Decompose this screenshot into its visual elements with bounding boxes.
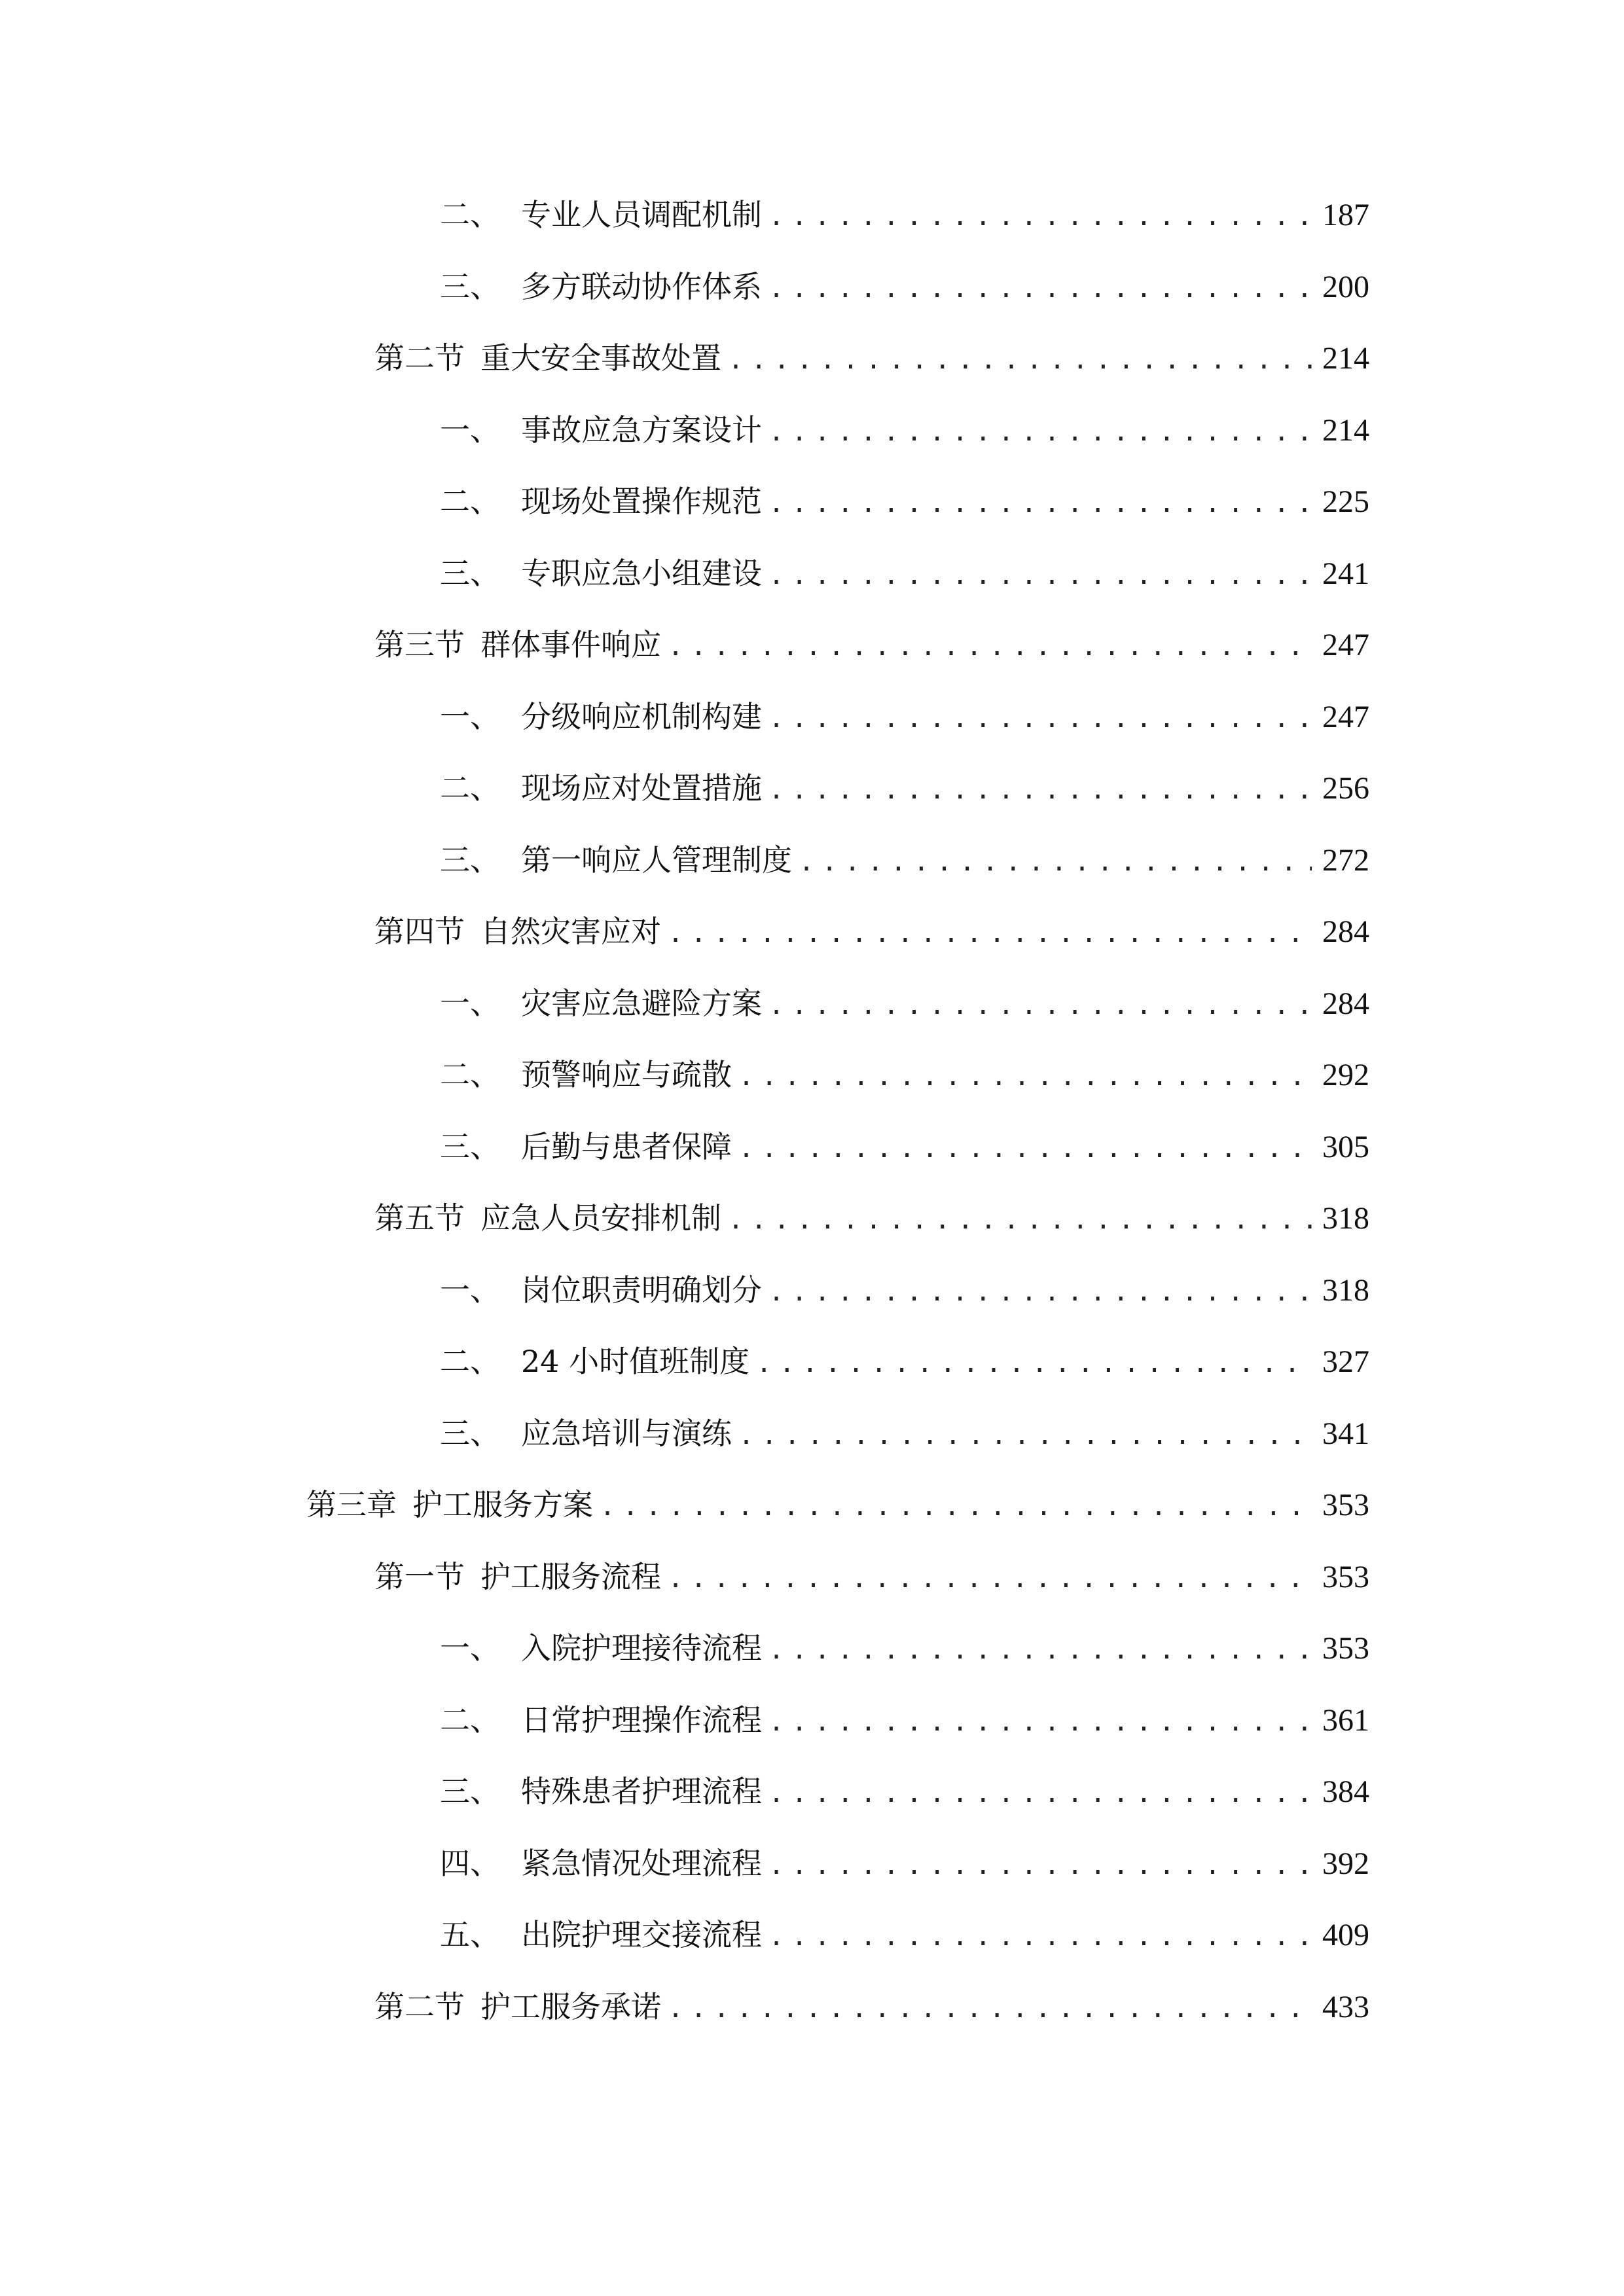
dot-leader (668, 1552, 1312, 1605)
toc-entry-number: 三、 (440, 268, 500, 304)
dot-leader (738, 1409, 1312, 1462)
toc-entry-number: 一、 (440, 412, 500, 448)
toc-entry-page: 214 (1322, 412, 1369, 448)
toc-entry-number: 一、 (440, 1630, 500, 1666)
toc-entry[interactable] (0, 1837, 1369, 1909)
toc-entry-title: 专业人员调配机制 (521, 197, 762, 232)
toc-entry-page: 272 (1322, 842, 1369, 878)
toc-entry-number: 一、 (440, 698, 500, 734)
toc-entry-page: 361 (1322, 1702, 1369, 1738)
dot-leader (768, 1266, 1312, 1318)
dot-leader (668, 907, 1312, 960)
toc-entry-number: 第二节 (374, 340, 465, 376)
toc-entry-number: 第三章 (306, 1487, 397, 1522)
toc-entry-number: 第二节 (374, 1988, 465, 2024)
toc-entry-number: 二、 (440, 1344, 500, 1379)
table-of-contents (0, 188, 1624, 2052)
toc-entry-page: 353 (1322, 1488, 1369, 1522)
toc-entry-title: 日常护理操作流程 (521, 1702, 762, 1738)
dot-leader (768, 1624, 1312, 1676)
toc-entry-page: 225 (1322, 484, 1369, 519)
dot-leader (768, 262, 1312, 315)
toc-entry-title: 重大安全事故处置 (480, 340, 721, 376)
toc-entry-page: 247 (1322, 699, 1369, 734)
dot-leader (728, 334, 1312, 386)
toc-entry-page: 256 (1322, 771, 1369, 806)
toc-entry-page: 284 (1322, 914, 1369, 949)
toc-entry-number: 二、 (440, 770, 500, 806)
dot-leader (768, 1839, 1312, 1892)
toc-entry-number: 一、 (440, 985, 500, 1021)
dot-leader (768, 979, 1312, 1031)
toc-entry-title: 护工服务流程 (480, 1558, 661, 1594)
dot-leader (738, 1050, 1312, 1103)
toc-entry[interactable] (0, 547, 1369, 619)
toc-entry-page: 305 (1322, 1129, 1369, 1164)
toc-entry[interactable] (0, 1622, 1369, 1694)
toc-entry-number: 三、 (440, 1774, 500, 1809)
toc-entry-page: 318 (1322, 1272, 1369, 1308)
toc-entry-page: 392 (1322, 1846, 1369, 1881)
toc-entry-page: 292 (1322, 1058, 1369, 1092)
dot-leader (768, 1696, 1312, 1748)
toc-entry[interactable] (0, 1121, 1369, 1193)
toc-entry-title: 第一响应人管理制度 (521, 842, 792, 878)
toc-entry-title: 护工服务承诺 (480, 1988, 661, 2024)
toc-entry-title: 护工服务方案 (412, 1487, 593, 1522)
toc-entry-title: 灾害应急避险方案 (521, 985, 762, 1021)
toc-entry[interactable] (0, 1264, 1369, 1336)
toc-entry-number: 第三节 (374, 627, 465, 662)
toc-entry[interactable] (0, 762, 1369, 834)
toc-entry-number: 三、 (440, 1128, 500, 1164)
dot-leader (668, 1982, 1312, 2035)
toc-entry-page: 247 (1322, 628, 1369, 662)
toc-entry-title: 预警响应与疏散 (521, 1057, 732, 1092)
toc-entry[interactable] (0, 404, 1369, 476)
toc-entry[interactable] (0, 834, 1369, 906)
dot-leader (768, 190, 1312, 243)
toc-entry-page: 284 (1322, 986, 1369, 1021)
toc-entry-title: 入院护理接待流程 (521, 1630, 762, 1666)
toc-entry-title: 紧急情况处理流程 (521, 1845, 762, 1881)
dot-leader (768, 692, 1312, 745)
toc-entry-title: 自然灾害应对 (480, 914, 661, 949)
toc-entry-title: 现场处置操作规范 (521, 484, 762, 519)
toc-entry-number: 二、 (440, 1057, 500, 1092)
toc-entry-title: 岗位职责明确划分 (521, 1272, 762, 1308)
toc-entry[interactable] (0, 260, 1369, 332)
toc-entry[interactable] (0, 1335, 1369, 1407)
toc-entry-number: 一、 (440, 1272, 500, 1308)
toc-entry-page: 341 (1322, 1416, 1369, 1451)
dot-leader (768, 406, 1312, 458)
toc-entry[interactable] (0, 332, 1369, 404)
toc-entry-number: 二、 (440, 484, 500, 519)
toc-entry-number: 三、 (440, 555, 500, 591)
toc-entry[interactable] (0, 1551, 1369, 1623)
dot-leader (600, 1480, 1312, 1533)
toc-entry-title: 现场应对处置措施 (521, 770, 762, 806)
toc-entry-page: 353 (1322, 1631, 1369, 1666)
toc-entry-number: 第四节 (374, 914, 465, 949)
toc-entry[interactable] (0, 188, 1369, 260)
toc-entry-title: 应急培训与演练 (521, 1415, 732, 1451)
dot-leader (668, 620, 1312, 673)
toc-entry[interactable] (0, 1407, 1369, 1479)
toc-entry-title: 后勤与患者保障 (521, 1128, 732, 1164)
toc-entry-number: 第五节 (374, 1200, 465, 1236)
toc-entry-title: 24 小时值班制度 (521, 1344, 750, 1379)
toc-entry-title: 专职应急小组建设 (521, 555, 762, 591)
dot-leader (768, 477, 1312, 529)
toc-entry-title: 事故应急方案设计 (521, 412, 762, 448)
toc-entry-number: 三、 (440, 1415, 500, 1451)
toc-entry-page: 241 (1322, 556, 1369, 591)
toc-entry-number: 二、 (440, 1702, 500, 1738)
dot-leader (768, 549, 1312, 601)
toc-entry[interactable] (0, 905, 1369, 977)
toc-entry[interactable] (0, 1909, 1369, 1981)
toc-entry-title: 群体事件响应 (480, 627, 661, 662)
toc-entry-page: 433 (1322, 1989, 1369, 2024)
dot-leader (799, 836, 1312, 888)
toc-entry[interactable] (0, 1981, 1369, 2053)
toc-entry[interactable] (0, 1765, 1369, 1837)
toc-entry-number: 四、 (440, 1845, 500, 1881)
toc-entry-title: 特殊患者护理流程 (521, 1774, 762, 1809)
toc-entry[interactable] (0, 1479, 1369, 1551)
toc-entry[interactable] (0, 1694, 1369, 1766)
toc-entry-title: 应急人员安排机制 (480, 1200, 721, 1236)
toc-entry[interactable] (0, 691, 1369, 762)
dot-leader (768, 764, 1312, 816)
toc-entry-title: 多方联动协作体系 (521, 268, 762, 304)
toc-entry[interactable] (0, 475, 1369, 547)
toc-entry-title: 出院护理交接流程 (521, 1917, 762, 1952)
dot-leader (728, 1194, 1312, 1246)
toc-entry-number: 第一节 (374, 1558, 465, 1594)
toc-entry-title: 分级响应机制构建 (521, 698, 762, 734)
toc-entry-page: 187 (1322, 198, 1369, 232)
toc-entry-page: 318 (1322, 1201, 1369, 1236)
toc-entry[interactable] (0, 1049, 1369, 1121)
toc-entry-page: 327 (1322, 1344, 1369, 1379)
toc-entry-page: 409 (1322, 1918, 1369, 1952)
toc-entry-page: 214 (1322, 341, 1369, 376)
toc-entry-number: 二、 (440, 197, 500, 232)
toc-entry-number: 三、 (440, 842, 500, 878)
toc-entry[interactable] (0, 619, 1369, 691)
toc-entry-page: 353 (1322, 1559, 1369, 1594)
toc-entry-page: 200 (1322, 269, 1369, 304)
dot-leader (756, 1337, 1312, 1390)
toc-entry-page: 384 (1322, 1774, 1369, 1809)
dot-leader (768, 1767, 1312, 1820)
toc-entry[interactable] (0, 1192, 1369, 1264)
dot-leader (768, 1910, 1312, 1963)
toc-entry-number: 五、 (440, 1917, 500, 1952)
toc-entry[interactable] (0, 977, 1369, 1049)
dot-leader (738, 1122, 1312, 1175)
